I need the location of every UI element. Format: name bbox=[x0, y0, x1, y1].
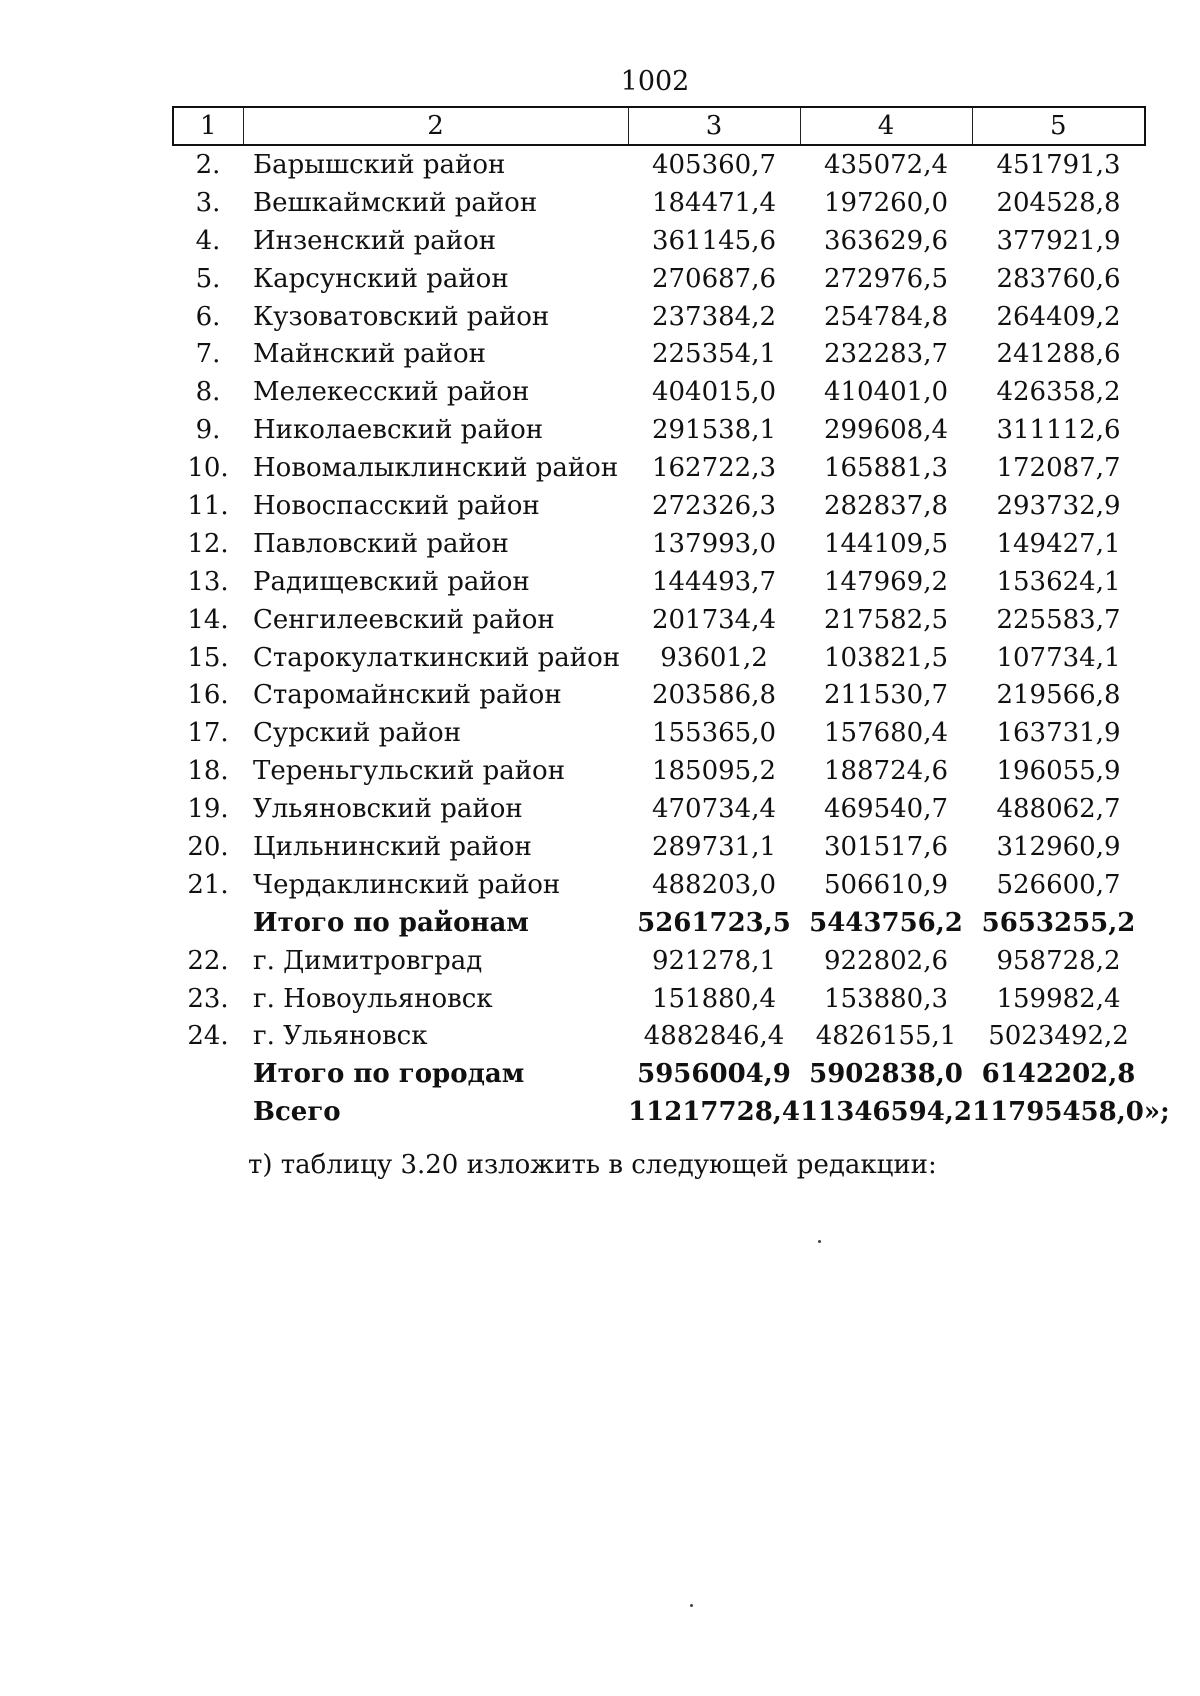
row-number: 22. bbox=[187, 945, 229, 976]
row-number bbox=[173, 1055, 243, 1093]
row-number: 5. bbox=[195, 263, 221, 294]
value-col-4: 103821,5 bbox=[823, 642, 949, 673]
row-name: Ульяновский район bbox=[253, 794, 523, 825]
value-col-3: 921278,1 bbox=[651, 945, 777, 976]
row-number: 19. bbox=[187, 794, 229, 825]
row-number: 8. bbox=[195, 377, 221, 408]
table-body bbox=[173, 145, 1170, 1131]
row-name: Мелекесский район bbox=[253, 377, 530, 408]
value-col-3: 185095,2 bbox=[651, 756, 777, 787]
value-col-3: 225354,1 bbox=[651, 339, 777, 370]
value-col-5: 11795458,0»; bbox=[972, 1097, 1170, 1128]
table-row bbox=[173, 335, 1145, 373]
row-name: Сенгилеевский район bbox=[253, 604, 555, 635]
row-number: 3. bbox=[195, 187, 221, 218]
value-col-4: 301517,6 bbox=[823, 831, 949, 862]
row-name: Новомалыклинский район bbox=[253, 453, 619, 484]
table-row bbox=[173, 184, 1145, 222]
value-col-3: 289731,1 bbox=[651, 831, 777, 862]
table-row bbox=[173, 260, 1145, 298]
row-name: Барышский район bbox=[253, 149, 506, 180]
row-name: Итого по городам bbox=[253, 1059, 525, 1090]
value-col-5: 163731,9 bbox=[996, 718, 1121, 749]
value-col-4: 144109,5 bbox=[823, 528, 949, 559]
row-name: г. Ульяновск bbox=[253, 1021, 428, 1052]
value-col-3: 405360,7 bbox=[651, 149, 777, 180]
value-col-5: 153624,1 bbox=[996, 566, 1121, 597]
row-number: 4. bbox=[195, 225, 221, 256]
value-col-4: 197260,0 bbox=[823, 187, 949, 218]
row-name: Павловский район bbox=[253, 528, 509, 559]
value-col-4: 4826155,1 bbox=[815, 1021, 957, 1052]
value-col-5: 204528,8 bbox=[996, 187, 1121, 218]
row-name: Карсунский район bbox=[253, 263, 509, 294]
table-header bbox=[173, 107, 1145, 145]
value-col-5: 293732,9 bbox=[996, 490, 1121, 521]
table-row bbox=[173, 373, 1145, 411]
row-name: Инзенский район bbox=[253, 225, 497, 256]
value-col-4: 147969,2 bbox=[823, 566, 949, 597]
value-col-3: 203586,8 bbox=[651, 680, 777, 711]
value-col-3: 93601,2 bbox=[660, 642, 768, 673]
value-col-4: 211530,7 bbox=[823, 680, 949, 711]
row-name: Чердаклинский район bbox=[253, 869, 561, 900]
value-col-5: 312960,9 bbox=[996, 831, 1121, 862]
value-col-5: 107734,1 bbox=[996, 642, 1121, 673]
value-col-4: 435072,4 bbox=[823, 149, 949, 180]
value-col-5: 377921,9 bbox=[996, 225, 1121, 256]
value-col-5: 196055,9 bbox=[996, 756, 1121, 787]
value-col-5: 283760,6 bbox=[996, 263, 1121, 294]
value-col-3: 144493,7 bbox=[651, 566, 777, 597]
value-col-3: 404015,0 bbox=[651, 377, 777, 408]
table-row bbox=[173, 1017, 1145, 1055]
value-col-5: 526600,7 bbox=[996, 869, 1121, 900]
value-col-3: 162722,3 bbox=[651, 453, 777, 484]
table-row bbox=[173, 904, 1145, 942]
row-name: Вешкаймский район bbox=[253, 187, 538, 218]
value-col-5: 219566,8 bbox=[996, 680, 1121, 711]
row-number: 6. bbox=[195, 301, 221, 332]
row-number: 2. bbox=[195, 149, 221, 180]
table-row bbox=[173, 828, 1145, 866]
table-row bbox=[173, 487, 1145, 525]
value-col-5: 488062,7 bbox=[996, 794, 1121, 825]
scan-speck bbox=[818, 1240, 821, 1243]
row-name: Радищевский район bbox=[253, 566, 530, 597]
table-row bbox=[173, 449, 1145, 487]
value-col-4: 469540,7 bbox=[823, 794, 949, 825]
value-col-3: 201734,4 bbox=[651, 604, 777, 635]
value-col-5: 6142202,8 bbox=[981, 1059, 1136, 1090]
row-number: 14. bbox=[187, 604, 229, 635]
table-row bbox=[173, 411, 1145, 449]
row-number: 10. bbox=[187, 453, 229, 484]
row-number bbox=[173, 1093, 243, 1131]
row-name: Итого по районам bbox=[253, 907, 529, 938]
value-col-5: 451791,3 bbox=[996, 149, 1121, 180]
value-col-3: 11217728,4 bbox=[628, 1097, 800, 1128]
row-number: 16. bbox=[187, 680, 229, 711]
value-col-5: 225583,7 bbox=[996, 604, 1121, 635]
value-col-4: 922802,6 bbox=[823, 945, 949, 976]
value-col-5: 159982,4 bbox=[996, 983, 1121, 1014]
row-number: 17. bbox=[187, 718, 229, 749]
row-number: 23. bbox=[187, 983, 229, 1014]
value-col-5: 958728,2 bbox=[996, 945, 1121, 976]
table-row bbox=[173, 601, 1145, 639]
value-col-4: 5902838,0 bbox=[809, 1059, 963, 1090]
value-col-4: 188724,6 bbox=[823, 756, 949, 787]
value-col-3: 151880,4 bbox=[651, 983, 777, 1014]
value-col-3: 361145,6 bbox=[651, 225, 777, 256]
value-col-5: 426358,2 bbox=[996, 377, 1121, 408]
value-col-3: 184471,4 bbox=[651, 187, 777, 218]
value-col-3: 272326,3 bbox=[651, 490, 777, 521]
value-col-4: 153880,3 bbox=[823, 983, 949, 1014]
value-col-3: 291538,1 bbox=[651, 415, 777, 446]
value-col-5: 172087,7 bbox=[996, 453, 1121, 484]
value-col-4: 410401,0 bbox=[823, 377, 949, 408]
row-name: Сурский район bbox=[253, 718, 462, 749]
value-col-5: 241288,6 bbox=[996, 339, 1121, 370]
row-number: 18. bbox=[187, 756, 229, 787]
table-row bbox=[173, 298, 1145, 336]
table-row bbox=[173, 714, 1145, 752]
table-row bbox=[173, 1093, 1145, 1131]
value-col-3: 5261723,5 bbox=[637, 907, 791, 938]
row-number: 12. bbox=[187, 528, 229, 559]
row-name: г. Новоульяновск bbox=[253, 983, 493, 1014]
row-number: 15. bbox=[187, 642, 229, 673]
header-col-2: 2 bbox=[243, 107, 628, 145]
table-row bbox=[173, 563, 1145, 601]
value-col-4: 11346594,2 bbox=[800, 1097, 972, 1128]
table-row bbox=[173, 676, 1145, 714]
value-col-5: 149427,1 bbox=[996, 528, 1121, 559]
value-col-5: 311112,6 bbox=[996, 415, 1121, 446]
header-col-3: 3 bbox=[628, 107, 800, 145]
table-row bbox=[173, 942, 1145, 980]
value-col-4: 157680,4 bbox=[823, 718, 949, 749]
value-col-3: 237384,2 bbox=[651, 301, 777, 332]
header-col-4: 4 bbox=[800, 107, 972, 145]
value-col-3: 5956004,9 bbox=[637, 1059, 791, 1090]
district-table bbox=[172, 106, 1170, 1131]
row-number: 24. bbox=[187, 1021, 229, 1052]
row-number: 11. bbox=[187, 490, 229, 521]
table-row bbox=[173, 790, 1145, 828]
value-col-4: 363629,6 bbox=[823, 225, 949, 256]
table-row bbox=[173, 1055, 1145, 1093]
header-col-5: 5 bbox=[972, 107, 1145, 145]
value-col-5: 5653255,2 bbox=[981, 907, 1136, 938]
row-name: Кузоватовский район bbox=[253, 301, 550, 332]
row-name: Майнский район bbox=[253, 339, 486, 370]
value-col-4: 254784,8 bbox=[823, 301, 949, 332]
row-number bbox=[173, 904, 243, 942]
value-col-4: 282837,8 bbox=[823, 490, 949, 521]
row-name: Старомайнский район bbox=[253, 680, 562, 711]
value-col-3: 470734,4 bbox=[651, 794, 777, 825]
row-name: Николаевский район bbox=[253, 415, 544, 446]
table-row bbox=[173, 145, 1145, 184]
value-col-4: 299608,4 bbox=[823, 415, 949, 446]
table-row bbox=[173, 222, 1145, 260]
value-col-3: 155365,0 bbox=[651, 718, 777, 749]
page-number: 1002 bbox=[620, 66, 690, 97]
value-col-3: 488203,0 bbox=[651, 869, 777, 900]
row-number: 20. bbox=[187, 831, 229, 862]
row-number: 21. bbox=[187, 869, 229, 900]
value-col-4: 5443756,2 bbox=[809, 907, 963, 938]
value-col-4: 272976,5 bbox=[823, 263, 949, 294]
value-col-3: 4882846,4 bbox=[643, 1021, 785, 1052]
value-col-3: 270687,6 bbox=[651, 263, 777, 294]
row-number: 13. bbox=[187, 566, 229, 597]
row-name: Старокулаткинский район bbox=[253, 642, 621, 673]
row-name: Тереньгульский район bbox=[253, 756, 566, 787]
row-name: г. Димитровград bbox=[253, 945, 483, 976]
value-col-4: 506610,9 bbox=[823, 869, 949, 900]
row-name: Новоспасский район bbox=[253, 490, 540, 521]
row-number: 9. bbox=[195, 415, 221, 446]
row-name: Всего bbox=[253, 1097, 341, 1128]
row-name: Цильнинский район bbox=[253, 831, 532, 862]
header-col-1: 1 bbox=[173, 107, 243, 145]
value-col-3: 137993,0 bbox=[651, 528, 777, 559]
row-number: 7. bbox=[195, 339, 221, 370]
scan-speck bbox=[690, 1604, 693, 1607]
value-col-4: 165881,3 bbox=[823, 453, 949, 484]
table-row bbox=[173, 752, 1145, 790]
table-row bbox=[173, 980, 1145, 1018]
table-row bbox=[173, 866, 1145, 904]
instruction-text: т) таблицу 3.20 изложить в следующей редакции: bbox=[248, 1150, 937, 1180]
value-col-5: 264409,2 bbox=[996, 301, 1121, 332]
table-row bbox=[173, 525, 1145, 563]
value-col-4: 232283,7 bbox=[823, 339, 949, 370]
value-col-4: 217582,5 bbox=[823, 604, 949, 635]
value-col-5: 5023492,2 bbox=[988, 1021, 1129, 1052]
table-row bbox=[173, 639, 1145, 677]
